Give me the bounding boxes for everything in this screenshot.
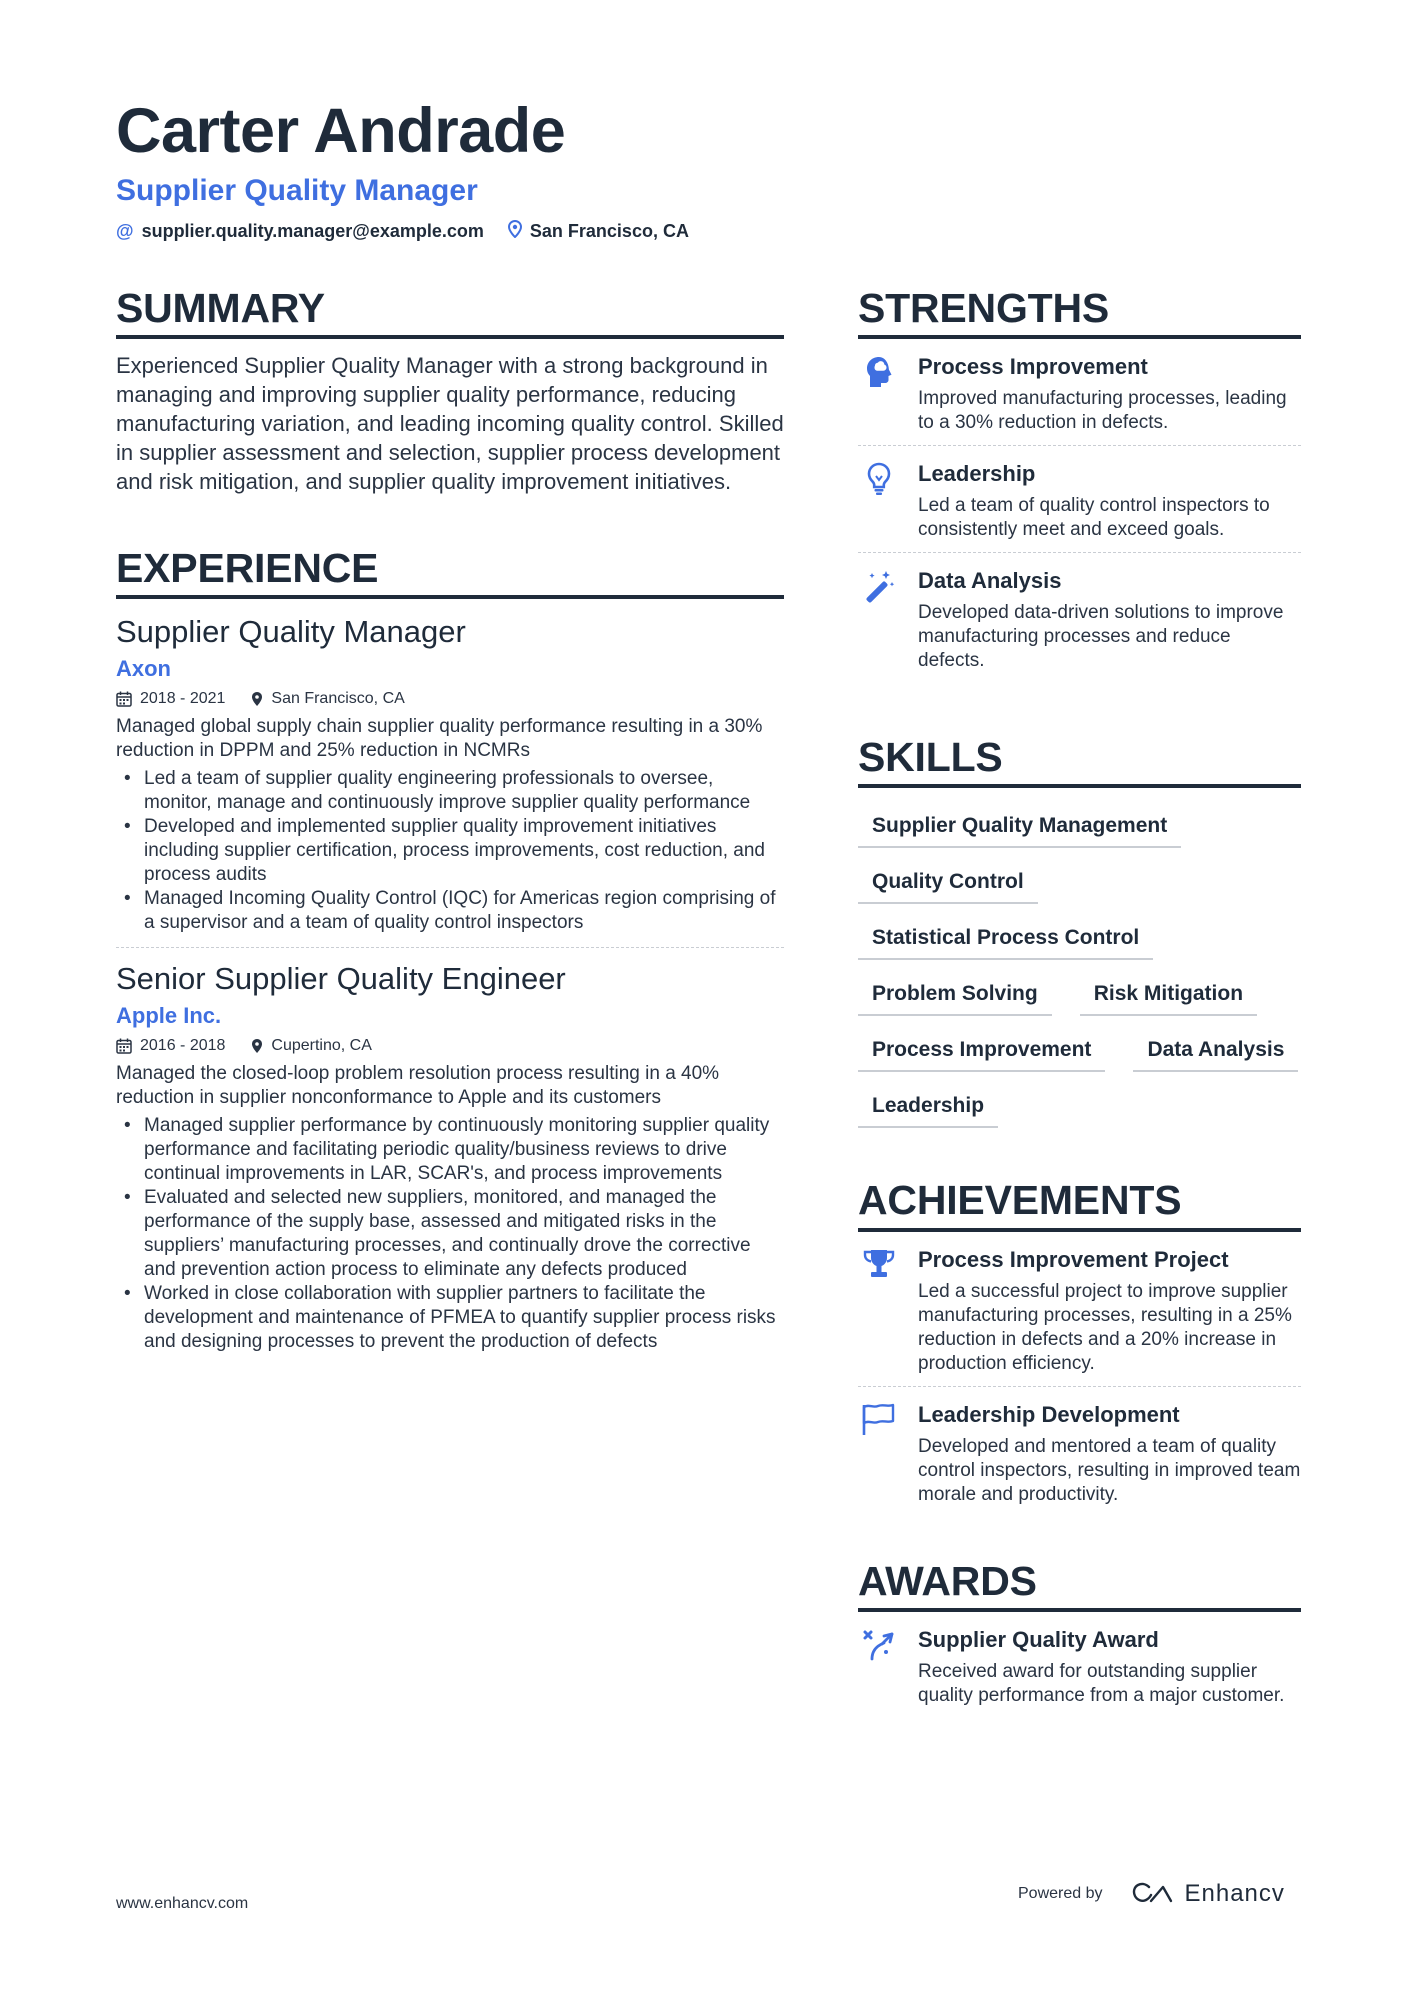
- awards-heading: AWARDS: [858, 1557, 1301, 1612]
- job-bullets: [116, 767, 784, 935]
- award-title: Supplier Quality Award: [918, 1626, 1159, 1652]
- achievement-desc: Developed and mentored a team of quality control inspectors, resulting in improved team morale and productivity.: [918, 1435, 1301, 1505]
- trophy-icon: [858, 1246, 900, 1376]
- candidate-name: Carter Andrade: [116, 96, 566, 166]
- magic-wand-icon: [858, 567, 900, 673]
- job-location: [251, 1037, 372, 1055]
- location-text: San Francisco, CA: [271, 690, 405, 708]
- bullet-item: • Led a team of supplier quality engineering professionals to oversee, monitor, manage and continuously improve supplier quality performance: [116, 767, 784, 815]
- powered-by-label: Powered by: [1018, 1885, 1103, 1902]
- lightbulb-icon: [858, 460, 900, 542]
- experience-entry: [116, 613, 784, 935]
- job-bullets: [116, 1114, 784, 1354]
- skill-tag: Risk Mitigation: [1080, 976, 1257, 1016]
- achievement-item: [858, 1232, 1301, 1386]
- skill-tag: Problem Solving: [858, 976, 1052, 1016]
- contact-row: [116, 220, 1306, 243]
- enhancv-logo-icon: [1129, 1881, 1175, 1907]
- location-text: San Francisco, CA: [529, 221, 689, 242]
- job-title: Senior Supplier Quality Engineer: [116, 961, 566, 997]
- job-description: Managed the closed-loop problem resolution process resulting in a 40% reduction in supplier nonconformance to Apple and its customers: [116, 1062, 720, 1108]
- strength-desc: Led a team of quality control inspectors to consistently meet and exceed goals.: [918, 495, 1270, 541]
- skill-tag: Quality Control: [858, 864, 1038, 904]
- job-location: [251, 690, 404, 708]
- strength-item: [858, 445, 1301, 552]
- achievement-title: Process Improvement Project: [918, 1246, 1229, 1272]
- calendar-icon: [116, 1038, 132, 1054]
- summary-heading: SUMMARY: [116, 284, 784, 339]
- job-dates: [116, 1037, 225, 1055]
- job-title: Supplier Quality Manager: [116, 614, 466, 650]
- skills-heading: SKILLS: [858, 733, 1301, 788]
- skills-list: [858, 808, 1301, 1128]
- strength-title: Leadership: [918, 461, 1036, 487]
- contact-email[interactable]: [116, 220, 484, 243]
- job-meta: [116, 690, 784, 708]
- bullet-item: • Managed Incoming Quality Control (IQC) for Americas region comprising of a supervisor and a team of quality control inspectors: [116, 887, 784, 935]
- flag-icon: [858, 1401, 900, 1507]
- right-column: [858, 284, 1301, 1718]
- strengths-heading: STRENGTHS: [858, 284, 1301, 339]
- email-text: supplier.quality.manager@example.com: [141, 221, 484, 242]
- strength-title: Data Analysis: [918, 568, 1062, 594]
- strength-item: [858, 339, 1301, 445]
- experience-entry: [116, 947, 784, 1354]
- resume-header: [116, 98, 1306, 243]
- bullet-item: • Managed supplier performance by continuously monitoring supplier quality performance and facilitating periodic quality/business reviews to drive continual improvements in LAR, SCAR's, and process improvements: [116, 1114, 784, 1186]
- award-item: [858, 1612, 1301, 1718]
- dates-text: 2018 - 2021: [140, 690, 226, 708]
- brand-logo[interactable]: [1129, 1880, 1285, 1908]
- skill-tag: Data Analysis: [1133, 1032, 1298, 1072]
- strength-item: [858, 552, 1301, 683]
- bullet-item: • Worked in close collaboration with supplier partners to facilitate the development and maintenance of PFMEA to quantify supplier process risks and designing processes to prevent the production of defects: [116, 1282, 784, 1354]
- contact-location: [508, 220, 689, 243]
- achievement-desc: Led a successful project to improve supplier manufacturing processes, resulting in a 25% reduction in defects and a 20% increase in production efficiency.: [918, 1280, 1292, 1374]
- achievement-item: [858, 1386, 1301, 1517]
- strategy-icon: [858, 1626, 900, 1708]
- job-meta: [116, 1037, 784, 1055]
- bullet-item: • Developed and implemented supplier quality improvement initiatives including supplier certification, process improvements, cost reduction, and process audits: [116, 815, 784, 887]
- calendar-icon: [116, 691, 132, 707]
- bullet-item: • Evaluated and selected new suppliers, monitored, and managed the performance of the supply base, assessed and mitigated risks in the suppliers’ manufacturing processes, and continually drove the corrective and prevention action process to eliminate any defects produced: [116, 1186, 784, 1282]
- strength-title: Process Improvement: [918, 354, 1148, 380]
- footer-branding: [1018, 1880, 1285, 1908]
- brand-name: Enhancv: [1184, 1880, 1285, 1907]
- skill-tag: Process Improvement: [858, 1032, 1105, 1072]
- company-name: Apple Inc.: [116, 1002, 222, 1028]
- job-description: Managed global supply chain supplier quality performance resulting in a 30% reduction in DPPM and 25% reduction in NCMRs: [116, 716, 763, 762]
- achievements-heading: ACHIEVEMENTS: [858, 1176, 1301, 1231]
- strength-desc: Improved manufacturing processes, leading to a 30% reduction in defects.: [918, 388, 1287, 434]
- experience-heading: EXPERIENCE: [116, 544, 784, 599]
- at-icon: @: [116, 221, 134, 242]
- map-pin-icon: [508, 220, 522, 243]
- footer-website[interactable]: www.enhancv.com: [116, 1895, 249, 1912]
- map-pin-icon: [251, 691, 263, 707]
- job-dates: [116, 690, 225, 708]
- head-brain-icon: [858, 353, 900, 435]
- summary-text: Experienced Supplier Quality Manager with a strong background in managing and improving supplier quality performance, reducing manufacturing variation, and leading incoming quality control. Skilled in supplier assessment and selection, supplier process development and risk mitigation, and supplier quality improvement initiatives.: [116, 353, 784, 495]
- award-desc: Received award for outstanding supplier quality performance from a major customer.: [918, 1660, 1285, 1706]
- candidate-title: Supplier Quality Manager: [116, 174, 478, 208]
- location-text: Cupertino, CA: [271, 1036, 372, 1054]
- skill-tag: Leadership: [858, 1088, 998, 1128]
- dates-text: 2016 - 2018: [140, 1036, 226, 1054]
- skill-tag: Supplier Quality Management: [858, 808, 1181, 848]
- map-pin-icon: [251, 1038, 263, 1054]
- left-column: [116, 284, 784, 1354]
- company-name: Axon: [116, 656, 171, 682]
- skill-tag: Statistical Process Control: [858, 920, 1153, 960]
- strength-desc: Developed data-driven solutions to improve manufacturing processes and reduce defects.: [918, 602, 1284, 672]
- achievement-title: Leadership Development: [918, 1401, 1180, 1427]
